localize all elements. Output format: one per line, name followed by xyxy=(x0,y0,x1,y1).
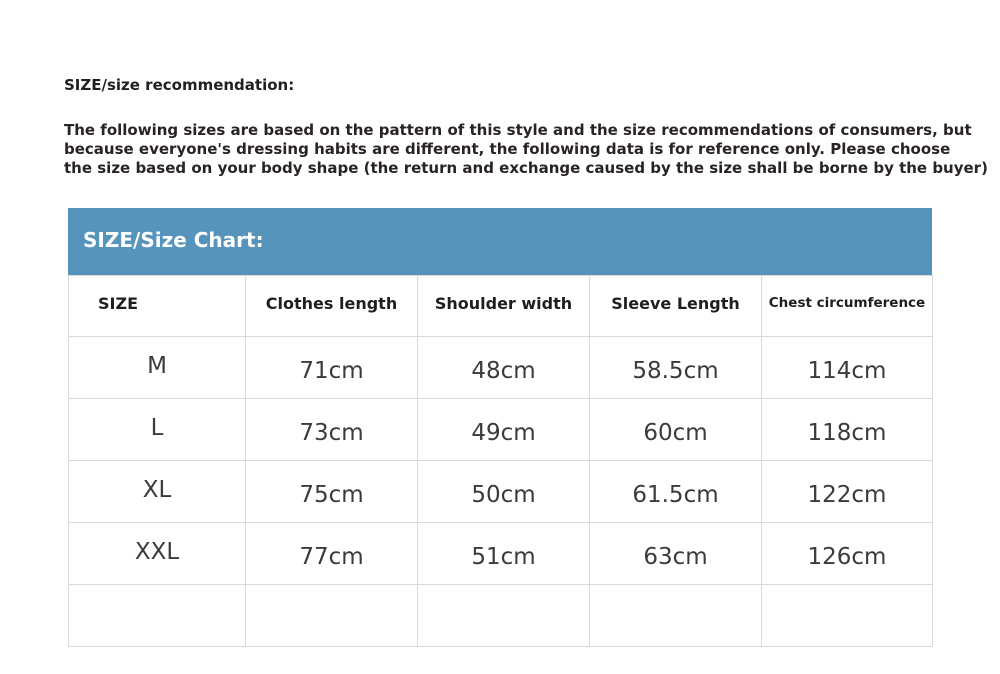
table-cell xyxy=(762,585,933,647)
table-cell: 126cm xyxy=(762,523,933,585)
table-cell xyxy=(246,585,418,647)
table-header-row xyxy=(69,276,933,337)
table-row xyxy=(69,399,933,461)
table-cell: 77cm xyxy=(246,523,418,585)
table-cell: 49cm xyxy=(418,399,590,461)
intro-line: because everyone's dressing habits are different, the following data is for reference only. Please choose xyxy=(64,140,951,158)
table-cell: 51cm xyxy=(418,523,590,585)
intro-paragraph xyxy=(64,121,988,178)
size-chart xyxy=(68,208,932,647)
size-chart-title: SIZE/Size Chart: xyxy=(68,208,932,275)
table-cell: 122cm xyxy=(762,461,933,523)
table-cell xyxy=(418,585,590,647)
table-cell: 58.5cm xyxy=(590,337,762,399)
intro-line: the size based on your body shape (the return and exchange caused by the size shall be borne by the buyer) xyxy=(64,159,988,177)
size-cell: M xyxy=(69,337,246,399)
column-header-clothes-length: Clothes length xyxy=(246,276,418,337)
table-row-empty xyxy=(69,585,933,647)
column-header-sleeve-length: Sleeve Length xyxy=(590,276,762,337)
table-cell: 61.5cm xyxy=(590,461,762,523)
table-cell xyxy=(69,585,246,647)
table-cell: 48cm xyxy=(418,337,590,399)
table-cell: 114cm xyxy=(762,337,933,399)
column-header-shoulder-width: Shoulder width xyxy=(418,276,590,337)
table-cell: 75cm xyxy=(246,461,418,523)
table-cell: 71cm xyxy=(246,337,418,399)
size-cell: L xyxy=(69,399,246,461)
table-row xyxy=(69,461,933,523)
column-header-chest-circumference: Chest circumference xyxy=(762,276,933,337)
table-row xyxy=(69,523,933,585)
table-cell: 63cm xyxy=(590,523,762,585)
table-cell: 118cm xyxy=(762,399,933,461)
table-cell xyxy=(590,585,762,647)
table-cell: 60cm xyxy=(590,399,762,461)
page-heading: SIZE/size recommendation: xyxy=(64,76,295,94)
size-cell: XXL xyxy=(69,523,246,585)
table-cell: 73cm xyxy=(246,399,418,461)
size-table xyxy=(68,275,933,647)
table-row xyxy=(69,337,933,399)
intro-line: The following sizes are based on the pattern of this style and the size recommendations of consumers, but xyxy=(64,121,972,139)
size-cell: XL xyxy=(69,461,246,523)
column-header-size: SIZE xyxy=(69,276,246,337)
table-cell: 50cm xyxy=(418,461,590,523)
